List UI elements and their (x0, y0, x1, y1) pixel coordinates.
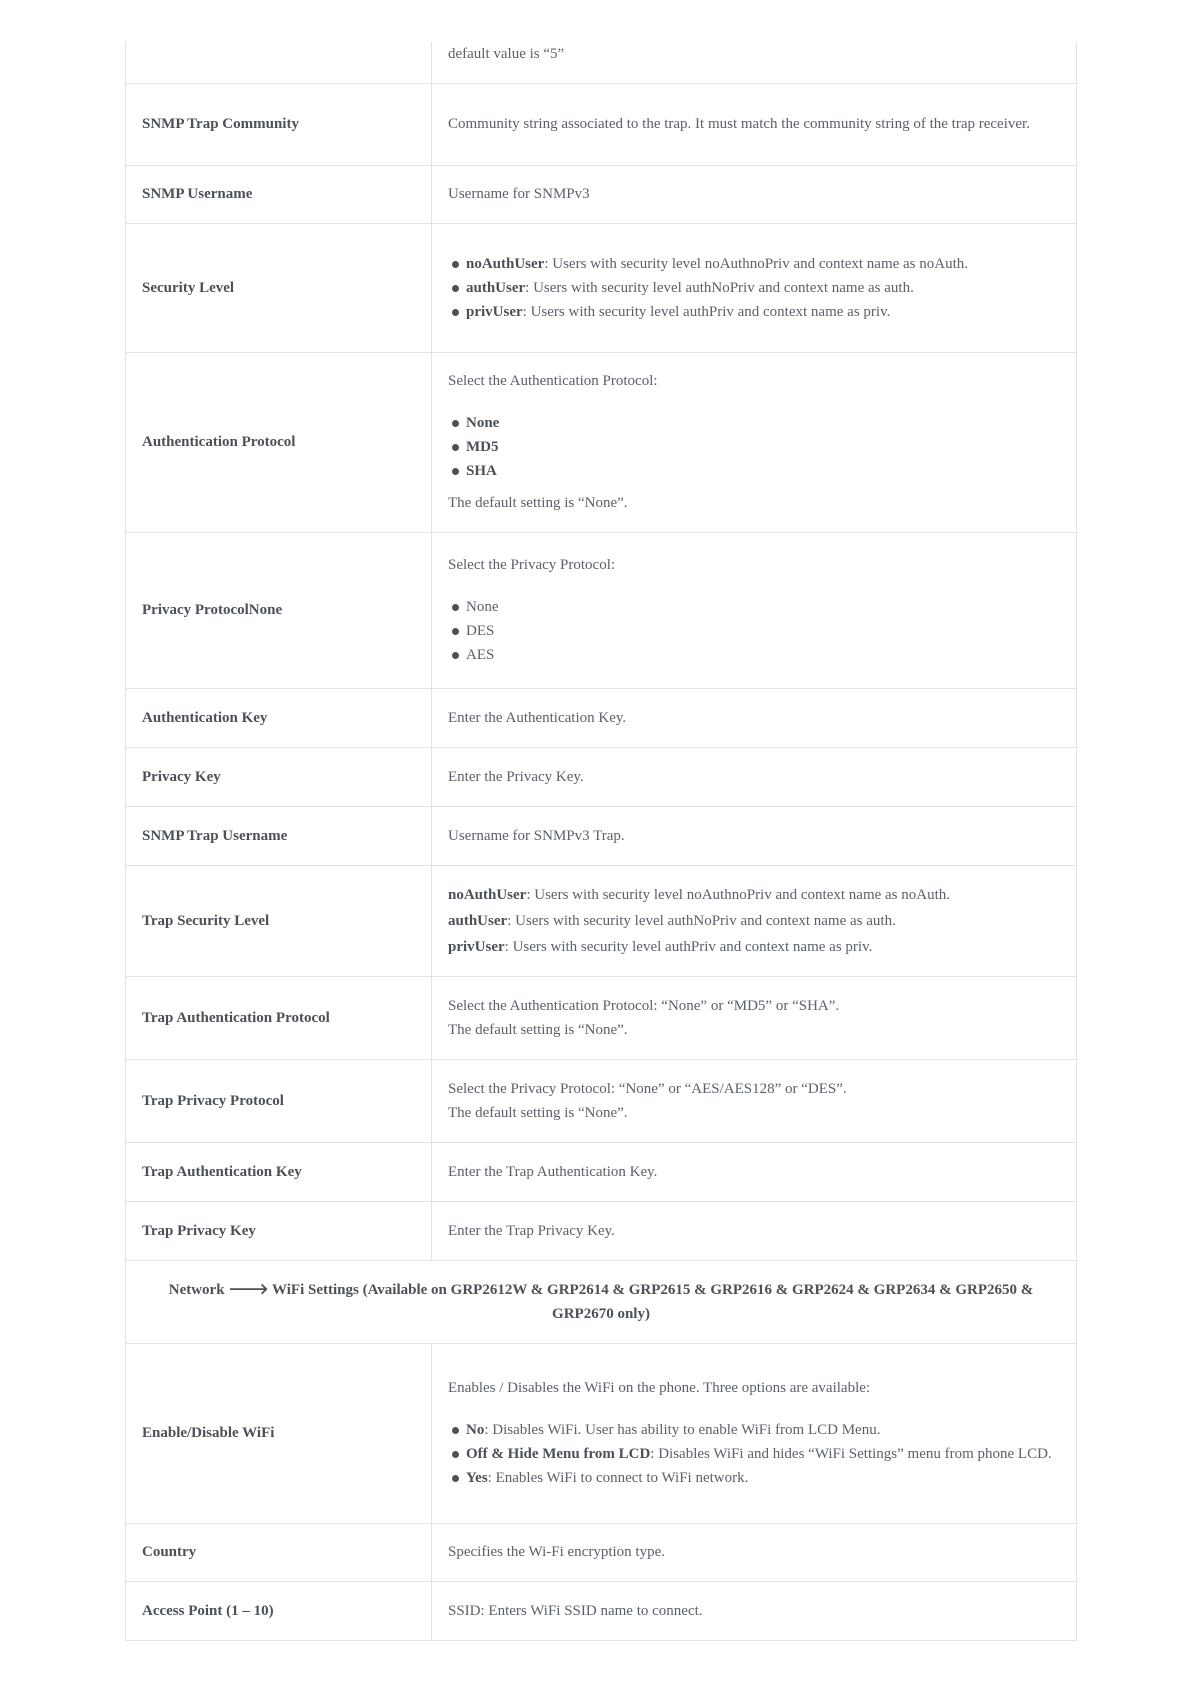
desc-line: The default setting is “None”. (448, 1021, 628, 1038)
table-row (126, 1523, 1077, 1581)
row-name: Country (126, 1523, 432, 1581)
table-row (126, 83, 1077, 165)
row-desc (432, 1343, 1077, 1523)
row-name: Trap Privacy Protocol (126, 1059, 432, 1142)
section-title: WiFi Settings (Available on GRP2612W & GRP2614 & GRP2615 & GRP2616 & GRP2624 & GRP2634 & GRP2650 & GRP2670 only) (272, 1281, 1034, 1322)
table-row (126, 747, 1077, 806)
table-row (126, 1343, 1077, 1523)
row-name: Trap Privacy Key (126, 1201, 432, 1260)
row-name: Privacy Key (126, 747, 432, 806)
footer-text: The default setting is “None”. (448, 495, 628, 511)
desc-line: Select the Privacy Protocol: “None” or “AES/AES128” or “DES”. (448, 1080, 847, 1097)
list-item: AES (448, 643, 1060, 667)
row-desc (432, 1059, 1077, 1142)
row-desc: Username for SNMPv3 (432, 165, 1077, 223)
table-row (126, 976, 1077, 1059)
list-item: authUser: Users with security level authNoPriv and context name as auth. (448, 276, 1060, 300)
row-desc (432, 976, 1077, 1059)
section-prefix: Network (168, 1281, 225, 1298)
table-row (126, 1581, 1077, 1640)
list-item: privUser: Users with security level authPriv and context name as priv. (448, 300, 1060, 324)
arrow-right-icon: 🡒 (228, 1281, 269, 1298)
row-name: SNMP Username (126, 165, 432, 223)
desc-line: Select the Authentication Protocol: “None” or “MD5” or “SHA”. (448, 997, 840, 1014)
row-name: Trap Authentication Key (126, 1142, 432, 1201)
table-row (126, 352, 1077, 532)
list-item: MD5 (448, 435, 1060, 459)
row-name: Trap Authentication Protocol (126, 976, 432, 1059)
table-row (126, 1201, 1077, 1260)
list-item: None (448, 411, 1060, 435)
row-name: Privacy ProtocolNone (126, 532, 432, 688)
row-desc (432, 223, 1077, 352)
table-row (126, 806, 1077, 865)
intro-text: Enables / Disables the WiFi on the phone. Three options are available: (448, 1380, 871, 1396)
row-desc (432, 352, 1077, 532)
table-row (126, 165, 1077, 223)
row-desc: Community string associated to the trap. It must match the community string of the trap receiver. (432, 83, 1077, 165)
row-name: Enable/Disable WiFi (126, 1343, 432, 1523)
level-line: privUser: Users with security level authPriv and context name as priv. (448, 938, 873, 955)
row-name: Security Level (126, 223, 432, 352)
section-header (126, 1260, 1077, 1343)
section-header-row (126, 1260, 1077, 1343)
bullet-list (448, 252, 1060, 324)
row-desc (432, 865, 1077, 976)
table-row (126, 42, 1077, 83)
level-line: authUser: Users with security level authNoPriv and context name as auth. (448, 912, 896, 929)
row-desc: Enter the Authentication Key. (432, 688, 1077, 747)
row-name: SNMP Trap Community (126, 83, 432, 165)
bullet-list (448, 411, 1060, 483)
row-name: Authentication Key (126, 688, 432, 747)
bullet-list (448, 595, 1060, 667)
table-row (126, 865, 1077, 976)
list-item: DES (448, 619, 1060, 643)
row-desc: SSID: Enters WiFi SSID name to connect. (432, 1581, 1077, 1640)
row-name: Access Point (1 – 10) (126, 1581, 432, 1640)
row-desc (432, 532, 1077, 688)
table-row (126, 532, 1077, 688)
list-item: Off & Hide Menu from LCD: Disables WiFi and hides “WiFi Settings” menu from phone LCD. (448, 1442, 1060, 1466)
row-name: Trap Security Level (126, 865, 432, 976)
list-item: No: Disables WiFi. User has ability to enable WiFi from LCD Menu. (448, 1418, 1060, 1442)
settings-table (125, 42, 1077, 1641)
table-row (126, 1059, 1077, 1142)
list-item: Yes: Enables WiFi to connect to WiFi network. (448, 1466, 1060, 1490)
list-item: SHA (448, 459, 1060, 483)
intro-text: Select the Privacy Protocol: (448, 557, 616, 573)
row-desc: Enter the Trap Privacy Key. (432, 1201, 1077, 1260)
table-row (126, 223, 1077, 352)
list-item: None (448, 595, 1060, 619)
level-line: noAuthUser: Users with security level noAuthnoPriv and context name as noAuth. (448, 886, 951, 903)
bullet-list (448, 1418, 1060, 1490)
row-name-empty (126, 42, 432, 83)
row-desc (432, 42, 1077, 83)
list-item: noAuthUser: Users with security level noAuthnoPriv and context name as noAuth. (448, 252, 1060, 276)
row-desc: Enter the Trap Authentication Key. (432, 1142, 1077, 1201)
row-desc: Specifies the Wi-Fi encryption type. (432, 1523, 1077, 1581)
intro-text: Select the Authentication Protocol: (448, 373, 658, 389)
row-desc: Username for SNMPv3 Trap. (432, 806, 1077, 865)
table-row (126, 688, 1077, 747)
row-desc: Enter the Privacy Key. (432, 747, 1077, 806)
row-name: Authentication Protocol (126, 352, 432, 532)
interval-default-text: default value is “5” (448, 46, 565, 62)
desc-line: The default setting is “None”. (448, 1104, 628, 1121)
row-name: SNMP Trap Username (126, 806, 432, 865)
table-row (126, 1142, 1077, 1201)
